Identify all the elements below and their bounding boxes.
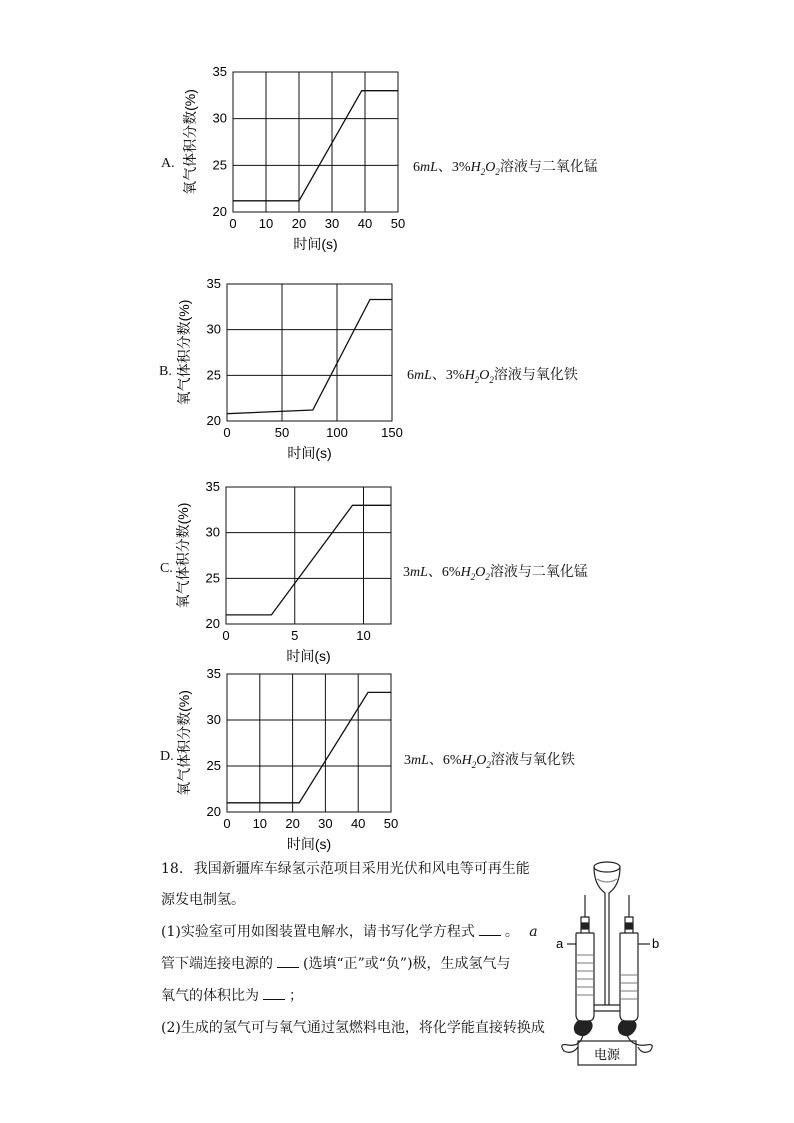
- y-tick-label: 30: [206, 321, 221, 337]
- option-description: 3mL、$6\%H_2O_2$溶液与二氧化锰: [403, 565, 588, 582]
- funnel-right: [609, 867, 620, 1005]
- data-line: [233, 91, 398, 201]
- x-tick-label: 30: [318, 816, 333, 831]
- question-line-5: [161, 985, 303, 1005]
- y-tick-label: 35: [212, 64, 227, 79]
- y-axis-label: 氧气体积分数(%): [176, 690, 192, 796]
- data-line: [227, 300, 392, 414]
- x-tick-label: 50: [390, 216, 406, 231]
- x-tick-label: 50: [383, 816, 399, 831]
- x-axis-label: 时间(s): [287, 445, 332, 461]
- y-tick-label: 30: [205, 524, 220, 540]
- question-text-1: 我国新疆库车绿氢示范项目采用光伏和风电等可再生能: [193, 861, 530, 877]
- y-tick-label: 25: [212, 157, 227, 173]
- label-b: b: [652, 936, 660, 951]
- funnel-rim: [594, 862, 620, 872]
- question-line-6: (2)生成的氢气可与氧气通过氢燃料电池，将化学能直接转换成: [161, 1020, 545, 1036]
- x-tick-label: 10: [356, 628, 371, 643]
- option-description: 3mL、$6\%H_2O_2$溶液与氧化铁: [404, 753, 575, 770]
- x-tick-label: 5: [291, 628, 299, 643]
- x-tick-label: 30: [324, 216, 340, 231]
- y-tick-label: 35: [205, 479, 220, 494]
- x-tick-label: 150: [381, 425, 403, 440]
- x-tick-label: 0: [223, 425, 231, 440]
- option-letter: A.: [161, 156, 175, 171]
- y-axis-label: 氧气体积分数(%): [182, 89, 198, 195]
- x-tick-label: 10: [252, 816, 268, 831]
- y-tick-label: 25: [205, 570, 220, 586]
- electrode-a: [574, 1021, 592, 1036]
- question-line-1: [161, 858, 530, 878]
- y-tick-label: 25: [206, 758, 221, 773]
- period: 。: [504, 924, 519, 940]
- answer-blank-equation[interactable]: [479, 923, 501, 936]
- question-number: 18.: [161, 861, 184, 877]
- option-letter: C.: [160, 561, 173, 576]
- x-tick-label: 40: [350, 816, 366, 831]
- answer-blank-ratio[interactable]: [263, 987, 285, 1000]
- y-tick-label: 25: [206, 367, 221, 383]
- label-a: a: [556, 936, 564, 951]
- x-tick-label: 40: [357, 216, 373, 231]
- tube-a-ref: a: [529, 924, 538, 940]
- semicolon: ；: [289, 988, 303, 1004]
- x-tick-label: 0: [222, 628, 230, 643]
- question-line-4: [161, 953, 511, 973]
- electrode-b: [618, 1021, 636, 1036]
- y-tick-label: 20: [205, 616, 220, 631]
- x-tick-label: 10: [258, 216, 274, 231]
- option-letter: B.: [159, 364, 172, 379]
- x-tick-label: 20: [291, 216, 307, 231]
- data-line: [227, 692, 391, 802]
- power-label: 电源: [593, 1047, 621, 1062]
- option-description: 6mL、$3\%H_2O_2$溶液与氧化铁: [407, 368, 578, 385]
- tube-a: [576, 933, 594, 1021]
- answer-blank-electrode[interactable]: [277, 955, 299, 968]
- x-axis-label: 时间(s): [286, 836, 332, 852]
- question-text-5a: 氧气的体积比为: [161, 988, 259, 1004]
- y-tick-label: 30: [212, 110, 227, 126]
- y-tick-label: 20: [212, 204, 227, 219]
- question-line-2: 源发电制氢。: [161, 892, 245, 908]
- y-tick-label: 30: [206, 712, 221, 727]
- plot-frame: [226, 487, 391, 624]
- funnel-left: [594, 867, 605, 1005]
- option-description: 6mL、$3\%H_2O_2$溶液与二氧化锰: [413, 160, 598, 177]
- y-tick-label: 35: [206, 666, 221, 681]
- plot-frame: [233, 72, 398, 212]
- question-text-4a: 管下端连接电源的: [161, 956, 273, 972]
- x-tick-label: 0: [229, 216, 237, 231]
- x-tick-label: 100: [326, 425, 348, 440]
- question-text-4b: (选填“正”或“负”)极，生成氢气与: [303, 956, 511, 972]
- x-tick-label: 0: [223, 816, 231, 831]
- electrolysis-apparatus-diagram: [550, 855, 670, 1070]
- question-line-3: [161, 921, 538, 941]
- y-axis-label: 氧气体积分数(%): [176, 299, 192, 406]
- x-tick-label: 50: [274, 425, 290, 440]
- data-line: [226, 505, 391, 615]
- y-tick-label: 20: [206, 804, 221, 819]
- y-axis-label: 氧气体积分数(%): [175, 502, 191, 609]
- x-axis-label: 时间(s): [293, 236, 338, 252]
- question-text-3: (1)实验室可用如图装置电解水，请书写化学方程式: [161, 924, 475, 940]
- tube-b: [620, 933, 638, 1021]
- y-tick-label: 20: [206, 413, 221, 428]
- option-letter: D.: [160, 749, 174, 764]
- x-tick-label: 20: [285, 816, 300, 831]
- x-axis-label: 时间(s): [286, 648, 331, 664]
- y-tick-label: 35: [206, 276, 221, 291]
